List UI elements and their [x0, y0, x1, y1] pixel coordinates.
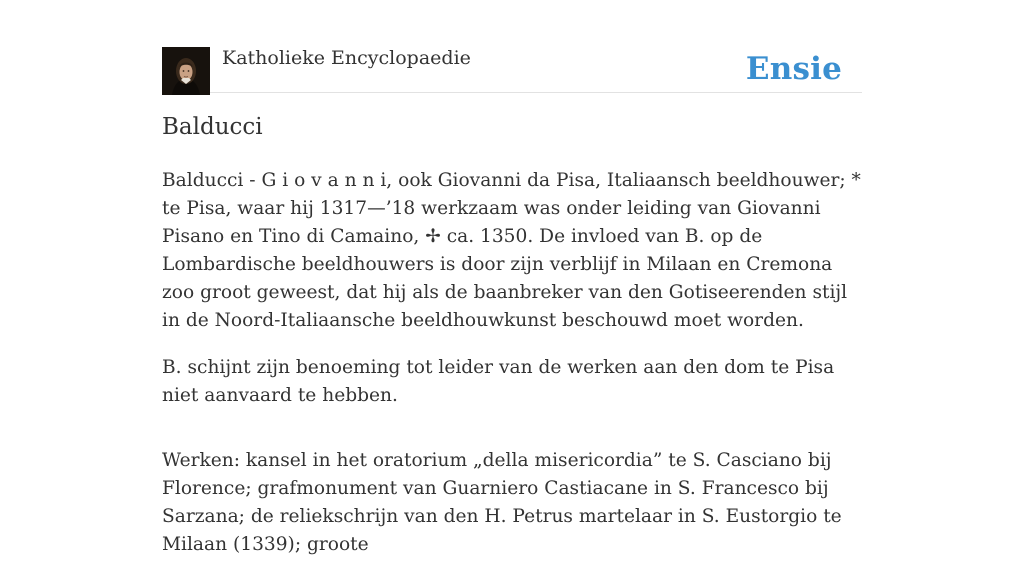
portrait-avatar-icon[interactable]: [162, 47, 210, 95]
article-paragraph: Werken: kansel in het oratorium „della misericordia” te S. Casciano bij Florence; grafmonument van Guarniero Castiacane in S. Francesco bij Sarzana; de reliekschrijn van den H. Petrus martelaar in S. Eustorgio te Milaan (1339); groote: [162, 450, 842, 555]
brand-logo[interactable]: Ensie: [745, 51, 842, 87]
site-title[interactable]: Katholieke Encyclopaedie: [222, 47, 471, 69]
article-body: [162, 167, 862, 578]
article-paragraph: B. schijnt zijn benoeming tot leider van de werken aan den dom te Pisa niet aanvaard te hebben.: [162, 357, 835, 406]
site-header: [162, 46, 862, 93]
article-paragraph: Balducci - G i o v a n n i, ook Giovanni da Pisa, Italiaansch beeldhouwer; * te Pisa, waar hij 1317—’18 werkzaam was onder leiding van Giovanni Pisano en Tino di Camaino, ✢ ca. 1350. De invloed van B. op de Lombardische beeldhouwers is door zijn verblijf in Milaan en Cremona zoo groot geweest, dat hij als de baanbreker van den Gotiseerenden stijl in de Noord-Italiaansche beeldhouwkunst beschouwd moet worden.: [162, 170, 861, 331]
page-title: Balducci: [162, 114, 263, 140]
portrait-image: [162, 47, 210, 95]
